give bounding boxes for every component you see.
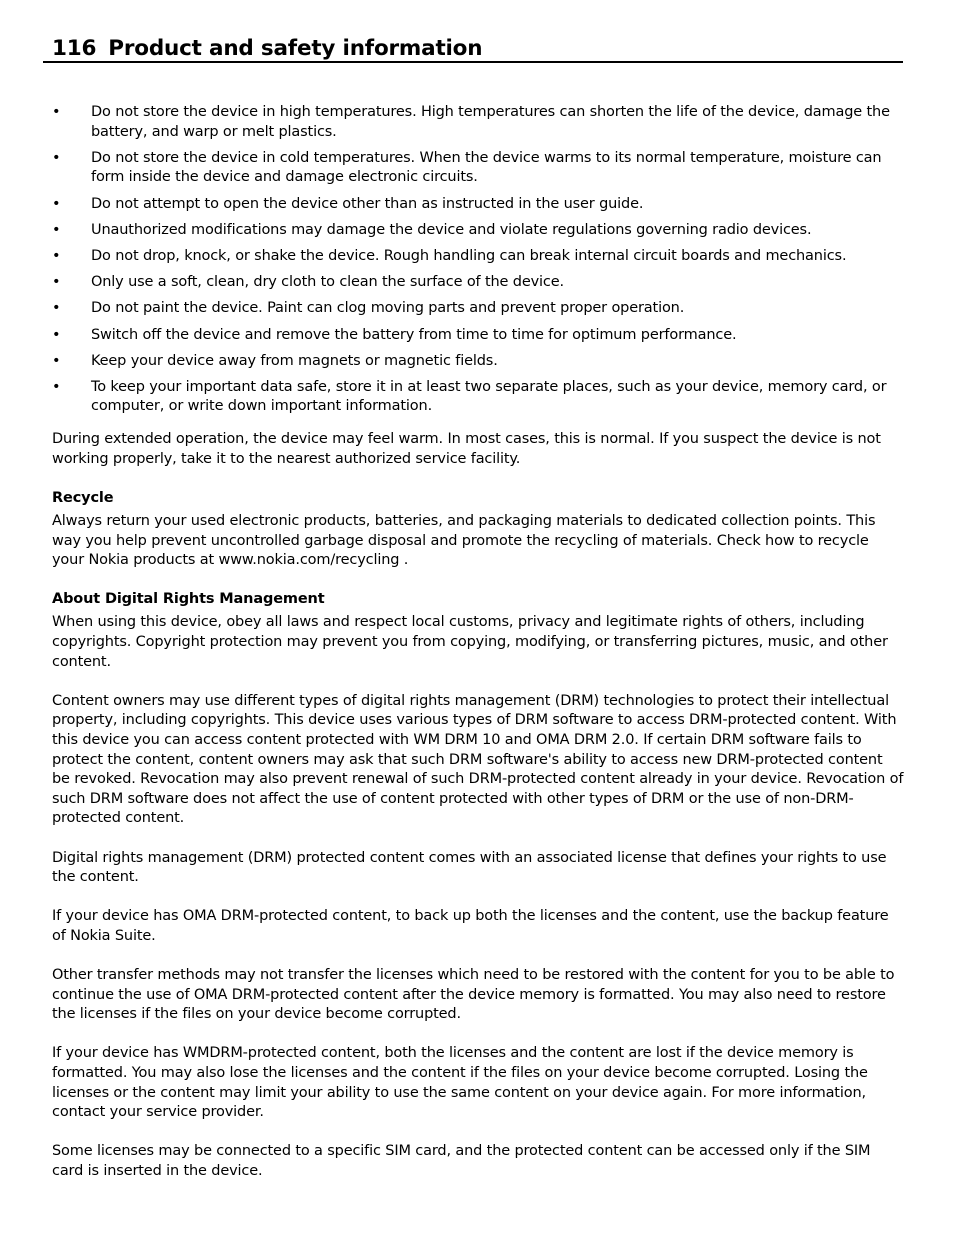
- list-item-text: Switch off the device and remove the battery from time to time for optimum performance.: [91, 326, 737, 343]
- drm-paragraph: If your device has WMDRM-protected content, both the licenses and the content are lost if the device memory is formatted. You may also lose the licenses and the content if the files on your device become corrupted. Losing the licenses or the content may limit your ability to use the same content on your device again. For more information, contact your service provider.: [52, 1045, 868, 1121]
- bullet-icon: •: [52, 300, 61, 317]
- care-instructions-list: [52, 103, 904, 417]
- bullet-icon: •: [52, 149, 61, 166]
- list-item: [52, 221, 904, 241]
- bullet-icon: •: [52, 247, 61, 264]
- chapter-title: Product and safety information: [108, 36, 483, 61]
- list-item-text: Unauthorized modifications may damage the device and violate regulations governing radio devices.: [91, 221, 812, 238]
- list-item-text: Keep your device away from magnets or magnetic fields.: [91, 352, 498, 369]
- bullet-icon: •: [52, 221, 61, 238]
- list-item-text: Do not drop, knock, or shake the device. Rough handling can break internal circuit boards and mechanics.: [91, 247, 847, 264]
- bullet-icon: •: [52, 274, 61, 291]
- list-item: [52, 273, 904, 293]
- list-item: [52, 195, 904, 215]
- list-item: [52, 352, 904, 372]
- warm-device-paragraph: During extended operation, the device may feel warm. In most cases, this is normal. If you suspect the device is not working properly, take it to the nearest authorized service facility.: [52, 431, 881, 467]
- page-header: [43, 34, 903, 63]
- drm-paragraph: Other transfer methods may not transfer the licenses which need to be restored with the content for you to be able to continue the use of OMA DRM-protected content after the device memory is formatted. You may also need to restore the licenses if the files on your device become corrupted.: [52, 967, 895, 1023]
- list-item: [52, 299, 904, 319]
- drm-paragraph: When using this device, obey all laws and respect local customs, privacy and legitimate rights of others, including copyrights. Copyright protection may prevent you from copying, modifying, or transferring pictures, music, and other content.: [52, 614, 888, 670]
- list-item: [52, 103, 904, 142]
- page-heading: [52, 36, 482, 62]
- bullet-icon: •: [52, 352, 61, 369]
- list-item-text: To keep your important data safe, store it in at least two separate places, such as your device, memory card, or computer, or write down important information.: [91, 378, 887, 415]
- list-item: [52, 149, 904, 188]
- page-body: [52, 103, 904, 1182]
- list-item-text: Only use a soft, clean, dry cloth to clean the surface of the device.: [91, 274, 564, 291]
- bullet-icon: •: [52, 378, 61, 395]
- drm-paragraph: Digital rights management (DRM) protected content comes with an associated license that defines your rights to use the content.: [52, 849, 887, 886]
- list-item-text: Do not store the device in high temperatures. High temperatures can shorten the life of the device, damage the battery, and warp or melt plastics.: [91, 104, 890, 140]
- drm-heading: About Digital Rights Management: [52, 591, 325, 608]
- list-item-text: Do not attempt to open the device other than as instructed in the user guide.: [91, 195, 644, 212]
- drm-paragraph: Some licenses may be connected to a specific SIM card, and the protected content can be accessed only if the SIM card is inserted in the device.: [52, 1143, 871, 1180]
- page-number: 116: [52, 36, 97, 61]
- list-item: [52, 326, 904, 346]
- drm-paragraph: If your device has OMA DRM-protected content, to back up both the licenses and the content, use the backup feature of Nokia Suite.: [52, 908, 889, 944]
- list-item: [52, 378, 904, 417]
- recycle-heading: Recycle: [52, 489, 114, 506]
- list-item: [52, 247, 904, 267]
- list-item-text: Do not paint the device. Paint can clog moving parts and prevent proper operation.: [91, 300, 685, 317]
- bullet-icon: •: [52, 104, 61, 120]
- bullet-icon: •: [52, 326, 61, 343]
- list-item-text: Do not store the device in cold temperatures. When the device warms to its normal temperature, moisture can form inside the device and damage electronic circuits.: [91, 149, 882, 186]
- drm-paragraph: Content owners may use different types of digital rights management (DRM) technologies to protect their intellectual property, including copyrights. This device uses various types of DRM software to access DRM-protected content. With this device you can access content protected with WM DRM 10 and OMA DRM 2.0. If certain DRM software fails to protect the content, content owners may ask that such DRM software's ability to access new DRM-protected content be revoked. Revocation may also prevent renewal of such DRM-protected content already in your device. Revocation of such DRM software does not affect the use of content protected with other types of DRM or the use of non-DRM-protected content.: [52, 692, 904, 827]
- recycle-paragraph: Always return your used electronic products, batteries, and packaging materials to dedicated collection points. This way you help prevent uncontrolled garbage disposal and promote the recycling of materials. Check how to recycle your Nokia products at www.nokia.com/recycling .: [52, 512, 876, 569]
- bullet-icon: •: [52, 195, 61, 212]
